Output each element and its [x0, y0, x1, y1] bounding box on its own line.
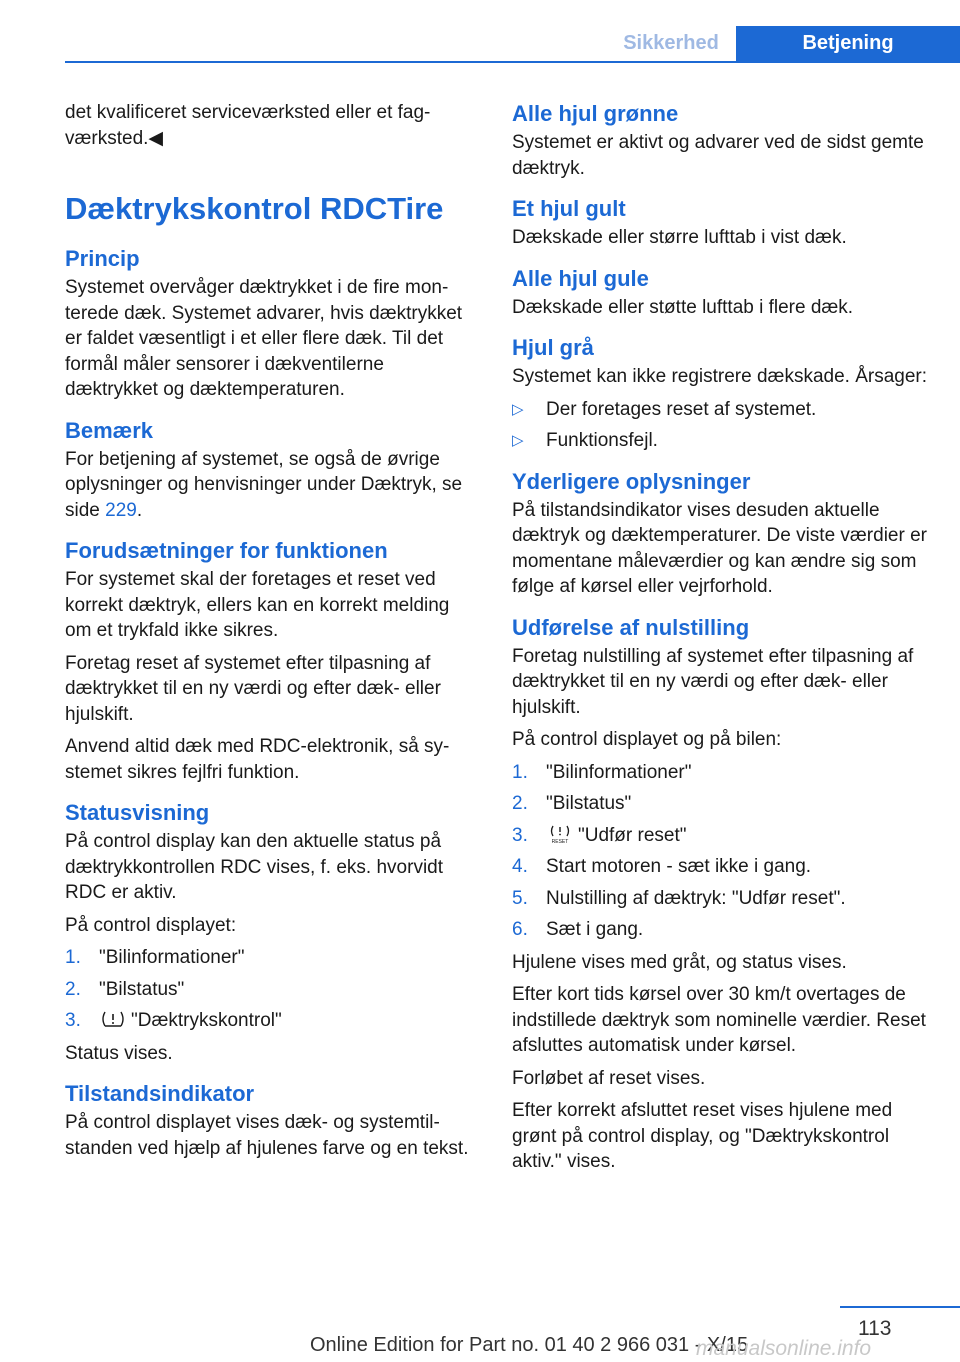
step-text: "Udfør reset"	[578, 824, 687, 846]
step-text: Sæt i gang.	[546, 919, 644, 940]
footer-rule	[840, 1306, 960, 1308]
bemaerk-text	[65, 447, 473, 524]
udfoerelse-p3: Hjulene vises med gråt, og status vises.	[512, 951, 847, 973]
step-text: "Dæktrykskontrol"	[131, 1010, 282, 1031]
list-item	[512, 397, 932, 423]
list-item	[512, 886, 932, 912]
forudsaetninger-p2: Foretag reset af systemet efter tilpasning af dæktrykket til en ny værdi og efter dæk- eller hjulskift.	[65, 652, 441, 725]
forudsaetninger-p3: Anvend altid dæk med RDC-elektronik, så systemet sikres fejlfri funktion.	[65, 736, 450, 783]
step-number: 3.	[65, 1010, 81, 1031]
list-item	[512, 428, 932, 454]
step-number: 2.	[65, 978, 81, 1000]
yderligere-text: På tilstandsindikator vises desuden aktuelle dæktryk og dæktemperaturer. De viste værdier er momentane måleværdier og kan ændre sig som følge af kørsel eller vejrforhold.	[512, 499, 927, 597]
section-forudsaetninger	[65, 537, 473, 785]
bemaerk-text-before: For betjening af systemet, se også de øvrige oplysninger og henvisninger under Dæktryk, se side	[65, 448, 463, 521]
left-column	[65, 100, 473, 1175]
udfoerelse-p4: Efter kort tids kørsel over 30 km/t overtages de indstillede dæktryk som nominelle værdier. Reset afsluttes automatisk under kørsel.	[512, 984, 926, 1056]
page-link-229[interactable]: 229	[105, 499, 137, 521]
section-alle-gule	[512, 265, 932, 321]
heading-yderligere: Yderligere oplysninger	[512, 468, 751, 494]
step-number: 5.	[512, 887, 528, 909]
bullet-text: Der foretages reset af systemet.	[546, 398, 817, 420]
page-number: 113	[858, 1317, 892, 1340]
et-gult-text: Dækskade eller større lufttab i vist dæk.	[512, 227, 847, 248]
step-number: 1.	[65, 947, 81, 968]
heading-bemaerk: Bemærk	[65, 417, 154, 443]
heading-et-gult: Et hjul gult	[512, 196, 626, 221]
udfoerelse-p1: Foretag nulstilling af systemet efter tilpasning af dæktrykket til en ny værdi og efter dæk- eller hjulskift.	[512, 645, 914, 718]
step-text: Start motoren - sæt ikke i gang.	[546, 856, 812, 877]
section-et-gult	[512, 195, 932, 251]
step-number: 4.	[512, 856, 528, 877]
bullet-triangle-icon: ▷	[512, 400, 524, 418]
udfoerelse-p5: Forløbet af reset vises.	[512, 1067, 706, 1089]
udfoerelse-p6: Efter korrekt afsluttet reset vises hjulene med grønt på control display, og "Dæktrykskontrol aktiv." vises.	[512, 1100, 893, 1172]
reset-icon	[546, 824, 574, 844]
section-yderligere	[512, 468, 932, 600]
section-statusvisning	[65, 799, 473, 1066]
princip-text: Systemet overvåger dæktrykket i de fire monterede dæk. Systemet advarer, hvis dæktrykket er faldet væsentligt i et eller flere dæk. Til det formål måler sensorer i dækventilerne dæktrykket og dæktemperaturen.	[65, 277, 463, 400]
statusvisning-p1: På control display kan den aktuelle status på dæktrykkontrollen RDC vises, f. eks. hvorvidt RDC er aktiv.	[65, 831, 444, 903]
hjul-graa-text: Systemet kan ikke registrere dækskade. Årsager:	[512, 366, 928, 387]
step-number: 1.	[512, 761, 528, 783]
alle-groenne-text: Systemet er aktivt og advarer ved de sidst gemte dæktryk.	[512, 132, 924, 179]
alle-gule-text: Dækskade eller støtte lufttab i flere dæk.	[512, 296, 854, 318]
statusvisning-steps	[65, 945, 473, 1034]
page-title: Dæktrykskontrol RDCTire	[65, 191, 444, 226]
list-item	[512, 854, 932, 880]
bullet-text: Funktionsfejl.	[546, 430, 658, 451]
heading-princip: Princip	[65, 246, 140, 271]
list-item	[512, 917, 932, 943]
list-item	[65, 945, 473, 971]
tab-sikkerhed[interactable]: Sikkerhed	[623, 32, 719, 54]
tab-betjening[interactable]: Betjening	[736, 26, 960, 61]
intro-text: det kvalificeret serviceværksted eller et fagværksted.◀	[65, 102, 431, 149]
hjul-graa-bullets	[512, 397, 932, 454]
heading-tilstandsindikator: Tilstandsindikator	[65, 1081, 255, 1106]
section-udfoerelse	[512, 614, 932, 1175]
step-number: 2.	[512, 793, 528, 814]
tilstandsindikator-text: På control displayet vises dæk- og systemtilstanden ved hjælp af hjulenes farve og en tekst.	[65, 1112, 469, 1159]
step-text: "Bilstatus"	[546, 793, 632, 814]
heading-statusvisning: Statusvisning	[65, 800, 210, 825]
right-column	[512, 100, 932, 1189]
bullet-triangle-icon: ▷	[512, 432, 524, 449]
list-item	[512, 791, 932, 817]
step-text: "Bilinformationer"	[546, 761, 692, 783]
statusvisning-p2: På control displayet:	[65, 914, 237, 936]
heading-forudsaetninger: Forudsætninger for funktionen	[65, 538, 388, 563]
step-number: 6.	[512, 919, 528, 940]
heading-alle-gule: Alle hjul gule	[512, 265, 649, 291]
list-item	[65, 977, 473, 1003]
svg-text:RESET: RESET	[551, 838, 569, 844]
tire-pressure-icon	[99, 1009, 127, 1029]
forudsaetninger-p1: For systemet skal der foretages et reset ved korrekt dæktryk, ellers kan en korrekt melding om et trykfald ikke sikres.	[65, 569, 450, 641]
section-tilstandsindikator	[65, 1080, 473, 1161]
udfoerelse-steps	[512, 760, 932, 943]
heading-hjul-graa: Hjul grå	[512, 335, 594, 360]
udfoerelse-p2: På control displayet og på bilen:	[512, 729, 782, 750]
step-text: Nulstilling af dæktryk: "Udfør reset".	[546, 887, 846, 909]
section-alle-groenne	[512, 100, 932, 181]
heading-alle-groenne: Alle hjul grønne	[512, 101, 679, 126]
header-rule	[65, 61, 960, 63]
edition-text: Online Edition for Part no. 01 40 2 966 031 - X/15	[310, 1334, 749, 1356]
list-item	[512, 760, 932, 786]
heading-udfoerelse: Udførelse af nulstilling	[512, 614, 750, 640]
step-text: "Bilstatus"	[99, 978, 185, 1000]
watermark: manualsonline.info	[696, 1337, 872, 1360]
step-text: "Bilinformationer"	[99, 947, 245, 968]
section-princip	[65, 245, 473, 403]
list-item	[512, 823, 932, 849]
bemaerk-text-after: .	[136, 499, 143, 521]
step-number: 3.	[512, 824, 528, 846]
section-bemaerk	[65, 417, 473, 524]
statusvisning-after: Status vises.	[65, 1042, 173, 1064]
list-item	[65, 1008, 473, 1034]
section-hjul-graa	[512, 334, 932, 454]
